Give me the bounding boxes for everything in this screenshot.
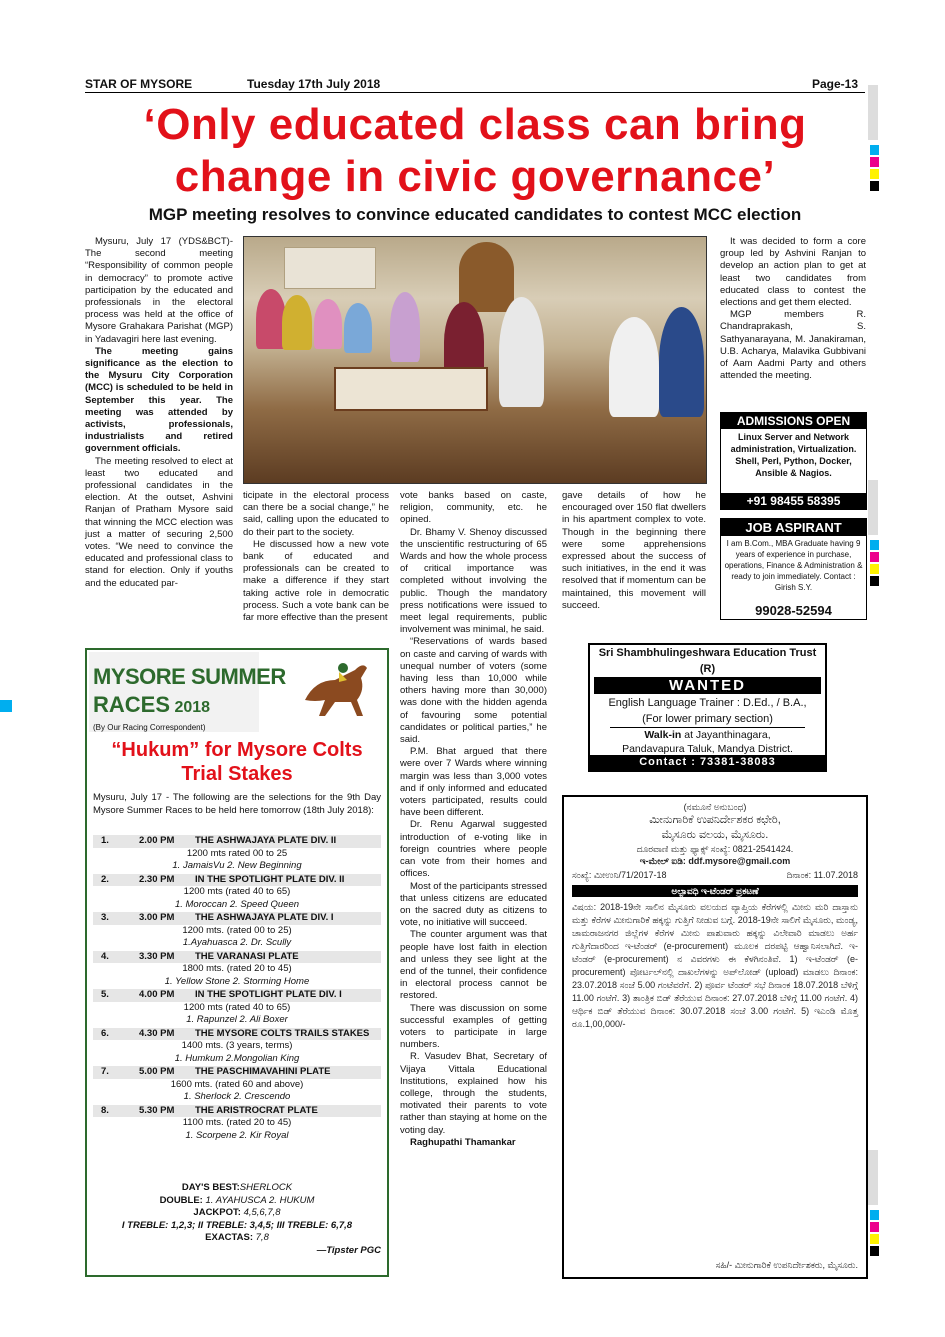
race-number: 8. [101,1104,109,1116]
article-column-1 [85,236,233,590]
race-number: 4. [101,950,109,962]
race-entry [93,1066,381,1104]
magenta-mark [870,157,879,167]
yellow-mark-3 [870,1234,879,1244]
race-picks: 1. Humkum 2.Mongolian King [174,1052,300,1064]
tender-phone: ದೂರವಾಣಿ ಮತ್ತು ಫ್ಯಾಕ್ಸ್ ಸಂಖ್ಯೆ: 0821-2541424. [636,844,794,854]
race-detail: 1200 mts (rated 40 to 65) [183,1001,291,1013]
race-header [93,1028,381,1041]
coffee-table [334,367,488,411]
statue [459,242,514,312]
meeting-photo [243,236,707,484]
race-detail: 1100 mts. (rated 20 to 45) [182,1117,292,1128]
race-time: 4.30 PM [139,1027,175,1039]
black-mark-2 [870,576,879,586]
treble-line: I TREBLE: 1,2,3; II TREBLE: 3,4,5; III TREBLE: 6,7,8 [121,1219,353,1231]
exactas-label: EXACTAS: [205,1232,256,1243]
race-picks: 1. Scorpene 2. Kir Royal [185,1129,289,1141]
jackpot-value: 4,5,6,7,8 [243,1207,281,1218]
ad-title: JOB ASPIRANT [721,519,866,536]
race-time: 2.00 PM [139,835,175,846]
person [314,299,342,349]
yellow-mark [870,169,879,179]
registration-bar [868,85,878,140]
race-name: THE MYSORE COLTS TRAILS STAKES [195,1027,370,1039]
races-headline-1: “Hukum” for Mysore Colts [111,739,363,761]
tender-email: ಇ-ಮೇಲ್ ಐಡಿ: ddf.mysore@gmail.com [639,856,791,866]
race-header [93,1066,381,1079]
tender-notice [562,795,868,1279]
race-name: THE ARISTROCRAT PLATE [195,1104,318,1116]
paragraph: MGP members R. Chandraprakash, S. Sathyanarayana, M. Janakiraman, U.B. Acharya, Malavika Gubbivani of Aam Aadmi Party and others attended the meeting. [720,309,866,382]
paragraph: gave details of how he encouraged over 150 flat dwellers in his apartment complex to vote. Though in the beginning there were some apprehensions expressed about the success of such initiatives, in the end it was resolved that if momentum can be maintained, this movement will succeed. [562,490,706,611]
magenta-mark-2 [870,552,879,562]
exactas-value: 7,8 [255,1232,269,1243]
black-mark-3 [870,1246,879,1256]
race-entry [93,1028,381,1066]
race-detail: 1600 mts. (rated 60 and above) [170,1078,304,1090]
paragraph: Mysuru, July 17 (YDS&BCT)- The second meeting “Responsibility of common people in democracy” to promote active participation by the educated and professionals in the electoral process was held at the office of Mysore Grahakara Parishat (MGP) in Yadavagiri here last evening. [85,236,233,345]
race-time: 3.00 PM [139,912,175,923]
race-entry [93,912,381,950]
double-value: 1. AYAHUSCA 2. HUKUM [205,1194,315,1206]
races-year: 2018 [174,699,211,716]
races-title-2: RACES [93,692,171,717]
walkin-place: at Jayanthinagara, [681,729,771,741]
article-column-2 [243,490,389,624]
races-box [85,648,389,1277]
left-cyan-mark [0,700,12,712]
races-summary [93,1182,381,1257]
article-column-5 [720,236,866,382]
headline-line-2: change in civic governance’ [174,152,776,201]
race-number: 3. [101,912,109,923]
best-value: SHERLOCK [239,1182,293,1193]
tender-body: ವಿಷಯ: 2018-19ನೇ ಸಾಲಿನ ಮೈಸೂರು ವಲಯದ ವ್ಯಾಪ್ತಿಯ ಕೆರೆಗಳಲ್ಲಿ ಮೀನು ಮರಿ ದಾಸ್ತಾನು ಮತ್ತು ಕೆರೆಗಳ ಮೀನುಗಾರಿಕೆ ಹಕ್ಕನ್ನು ಗುತ್ತಿಗೆ ನೀಡುವ ಬಗ್ಗೆ. 2018-19ನೇ ಸಾಲಿಗೆ ಮೈಸೂರು, ಮಂಡ್ಯ, ಚಾಮರಾಜನಗರ ಜಿಲ್ಲೆಗಳ ಕೆರೆಗಳ ಮೀನು ಪಾಶುವಾರು ಹಕ್ಕನ್ನು ವಿಲೇವಾರಿ ಮಾಡಲು ಅರ್ಹ ಗುತ್ತಿಗೆದಾರರಿಂದ ಇ-ಟೆಂಡರ್ (e-procurement) ಮೂಲಕ ದರಪಟ್ಟಿ ಆಹ್ವಾನಿಸಲಾಗಿದೆ. ಇ-ಟೆಂಡರ್ (e-procurement) ನ ವಿವರಗಳು ಈ ಕೆಳಗಿನಂತಿವೆ. 1) ಇ-ಟೆಂಡರ್ (e-procurement) ಪೋರ್ಟಲ್‌ನಲ್ಲಿ ದಾಖಲೆಗಳನ್ನು ಅಪ್‌ಲೋಡ್ (upload) ಮಾಡಲು ದಿನಾಂಕ: 23.07.2018 ಸಂಜೆ 5.00 ಗಂಟೆವರೆಗೆ. 2) ಪೂರ್ವ ಟೆಂಡರ್ ಸಭೆ ದಿನಾಂಕ 18.07.2018 ಬೆಳಿಗ್ಗೆ 11.00 ಗಂಟೆಗೆ. 3) ತಾಂತ್ರಿಕ ಬಿಡ್ ತೆರೆಯುವ ದಿನಾಂಕ: 27.07.2018 ಬೆಳಿಗ್ಗೆ 11.00 ಗಂಟೆಗೆ. 4) ಆರ್ಥಿಕ ಬಿಡ್ ತೆರೆಯುವ ದಿನಾಂಕ: 30.07.2018 ಸಂಜೆ 3.00 ಗಂಟೆಗೆ. 5) ಇಎಂಡಿ ಮೊತ್ತ ರೂ.1,00,000/- [572,902,858,1029]
best-label: DAY'S BEST: [181,1182,240,1193]
race-picks: 1. Yellow Stone 2. Storming Home [164,975,310,987]
paragraph: The counter argument was that people have lost faith in election and unless they see light at the end of the tunnel, their confidence in electoral process cannot be restored. [400,929,547,1002]
paragraph: Dr. Renu Agarwal suggested introduction of e-voting like in foreign countries where people can vote from their homes and offices. [400,819,547,880]
job-aspirant-ad [720,518,867,620]
tender-ref: ಸಂಖ್ಯೆ: ಮೀಉನಿ/71/2017-18 [572,870,667,880]
position-line-1: English Language Trainer : D.Ed., / B.A., [608,697,807,709]
race-name: IN THE SPOTLIGHT PLATE DIV. I [195,989,342,1000]
paragraph: R. Vasudev Bhat, Secretary of Vijaya Vittala Educational Institutions, explained how his college, through the students, motivated their parents to vote rather than staying at home on the voting day. [400,1051,547,1136]
paragraph: It was decided to form a core group led by Ashvini Ranjan to develop an action plan to get at least two candidates from educated class to contest the elections and get them elected. [720,236,866,309]
paragraph: The meeting gains significance as the election to the Mysuru City Corporation (MCC) is scheduled to be held in September this year. The meeting was attended by activists, professionals, industrialists and retired government officials. [85,345,233,455]
paper-name: STAR OF MYSORE [85,77,193,91]
cyan-mark [870,145,879,155]
race-picks: 1. Rapunzel 2. Ali Boxer [186,1014,288,1025]
article-column-3 [400,490,547,1149]
trust-wanted-ad [588,643,827,772]
races-banner [87,650,387,737]
paragraph: Most of the participants stressed that unless citizens are educated on the sacred duty as citizens to vote, no initiative will succeed. [400,880,547,929]
race-entry [93,951,381,989]
race-list [93,835,381,1143]
race-number: 7. [101,1066,109,1077]
yellow-mark-2 [870,564,879,574]
ad-phone: 99028-52594 [755,603,832,618]
subheadline: MGP meeting resolves to convince educated candidates to contest MCC election [148,205,802,224]
headline-line-1: ‘Only educated class can bring [143,100,807,149]
paragraph: Raghupathi Thamankar [410,1136,516,1148]
tender-title-bar: ಅಲ್ಪಾವಧಿ ಇ-ಟೆಂಡರ್ ಪ್ರಕಟಣೆ [572,885,858,897]
tender-date: ದಿನಾಂಕ: 11.07.2018 [786,870,858,880]
issue-date: Tuesday 17th July 2018 [247,77,381,91]
race-number: 2. [101,873,109,885]
ad-phone: +91 98455 58395 [721,493,866,509]
person [390,292,420,362]
race-entry [93,874,381,912]
paragraph: There was discussion on some successful examples of getting voters to participate in large numbers. [400,1002,547,1051]
position-line-2: (For lower primary section) [642,713,773,725]
header-rule [85,92,865,93]
window [284,247,376,289]
paragraph: P.M. Bhat argued that there were over 7 Wards where winning margin was less than 3,000 votes and if only informed and educated voters participated, results could have been different. [400,746,547,819]
admissions-ad [720,412,867,510]
tender-header-1: (ನಮೂನೆ ಅನುಬಂಧ) [683,802,747,812]
race-detail: 1200 mts (rated 40 to 65) [183,886,291,897]
paragraph: Dr. Bhamy V. Shenoy discussed the unscientific restructuring of 65 Wards and how the whole process of critical importance was completed without involving the public. Though the mandatory press notifications were issued to meet legal requirements, public involvement was minimal, he said. [400,526,547,636]
race-picks: 1. JamaisVu 2. New Beginning [172,860,302,871]
race-entry [93,1105,381,1143]
trust-contact: Contact : 73381-38083 [590,755,825,770]
tender-header-2: ಮೀನುಗಾರಿಕೆ ಉಪನಿರ್ದೇಶಕರ ಕಛೇರಿ, [649,814,781,826]
races-intro: Mysuru, July 17 - The following are the selections for the 9th Day Mysore Summer Races to be held here tomorrow (18th July 2018): [93,792,381,816]
race-time: 3.30 PM [139,950,175,962]
race-time: 2.30 PM [139,873,175,885]
racehorse-icon [295,650,383,720]
trust-name: Sri Shambhulingeshwara Education Trust (R) [598,647,817,675]
race-header [93,912,381,925]
person [499,297,544,407]
races-headline [87,738,387,786]
tender-ref-row [564,867,866,883]
race-header [93,835,381,848]
tender-signature: ಸಹಿ/- ಮೀನುಗಾರಿಕೆ ಉಪನಿರ್ದೇಶಕರು, ಮೈಸೂರು. [715,1260,858,1270]
jackpot-label: JACKPOT: [193,1207,244,1218]
person [609,317,659,417]
race-header [93,989,381,1002]
registration-bar-2 [868,480,878,535]
wanted-title: WANTED [594,677,821,694]
ad-body: I am B.Com., MBA Graduate having 9 years of experience in purchase, operations, Finance & Administration & ready to join immediately. Contact : Girish S.Y. [724,539,863,592]
race-number: 5. [101,989,109,1000]
race-picks: 1. Moroccan 2. Speed Queen [174,898,300,910]
ad-title: ADMISSIONS OPEN [721,413,866,429]
races-title-1: MYSORE SUMMER [93,664,286,689]
race-name: THE ASHWAJAYA PLATE DIV. I [195,912,334,923]
walkin-label: Walk-in [644,729,682,741]
race-number: 1. [101,835,109,846]
paragraph: The meeting resolved to elect at least two educated and professional candidates in the election. At the outset, Ashvini Ranjan of Pratham Mysore said that winning the MCC election was just a matter of securing 2,500 votes. “We need to convince the educated and professional class to stand for election. Only if youths and the educated par- [85,455,233,589]
race-detail: 1200 mts rated 00 to 25 [186,847,288,859]
race-name: THE PASCHIMAVAHINI PLATE [195,1066,331,1077]
black-mark [870,181,879,191]
double-label: DOUBLE: [159,1194,206,1206]
race-header [93,1105,381,1118]
race-picks: 1. Sherlock 2. Crescendo [183,1091,291,1102]
race-number: 6. [101,1027,109,1039]
race-detail: 1400 mts. (3 years, terms) [181,1040,293,1051]
cyan-mark-3 [870,1210,879,1220]
race-detail: 1200 mts. (rated 00 to 25) [182,924,292,936]
race-name: IN THE SPOTLIGHT PLATE DIV. II [195,873,345,885]
races-byline: (By Our Racing Correspondent) [93,723,206,732]
page-number: Page-13 [812,77,859,91]
magenta-mark-3 [870,1222,879,1232]
tender-header-3: ಮೈಸೂರು ವಲಯ, ಮೈಸೂರು. [661,829,769,841]
race-header [93,951,381,964]
trust-place: Pandavapura Taluk, Mandya District. [622,743,793,755]
race-time: 5.30 PM [139,1104,175,1116]
races-title-2-row [93,692,210,718]
person [282,295,312,350]
races-headline-2: Trial Stakes [181,763,293,785]
race-header [93,874,381,887]
paragraph: vote banks based on caste, religion, community, etc. he opined. [400,490,547,526]
race-detail: 1800 mts. (rated 20 to 45) [182,963,292,974]
registration-bar-3 [868,1150,878,1205]
person [659,307,704,417]
race-time: 5.00 PM [139,1066,175,1077]
tipster: —Tipster PGC [316,1244,381,1256]
race-picks: 1.Ayahuasca 2. Dr. Scully [182,937,292,948]
person [344,303,372,353]
ad-body: Linux Server and Network administration, Virtualization. Shell, Perl, Python, Docker, Ansible & Nagios. [730,432,857,478]
race-entry [93,835,381,873]
article-column-4 [562,490,706,612]
cyan-mark-2 [870,540,879,550]
race-entry [93,989,381,1027]
paragraph: He discussed how a new vote bank of educated and professionals can be created to make a difference if they start taking active role in democratic process. Such a vote bank can be far more effective than the present [243,538,389,624]
paragraph: “Reservations of wards based on caste and carving of wards with unequal number of voters (some having less than 10,000 while others having more than 30,000) was done with the hidden agenda of favouring some potential candidates or political parties,” he said. [400,636,547,746]
paragraph: ticipate in the electoral process can there be a social change,” he said, calling upon the educated to do their part to the society. [243,490,389,538]
race-name: THE ASHWAJAYA PLATE DIV. II [195,835,337,846]
race-name: THE VARANASI PLATE [195,950,299,962]
race-time: 4.00 PM [139,989,175,1000]
